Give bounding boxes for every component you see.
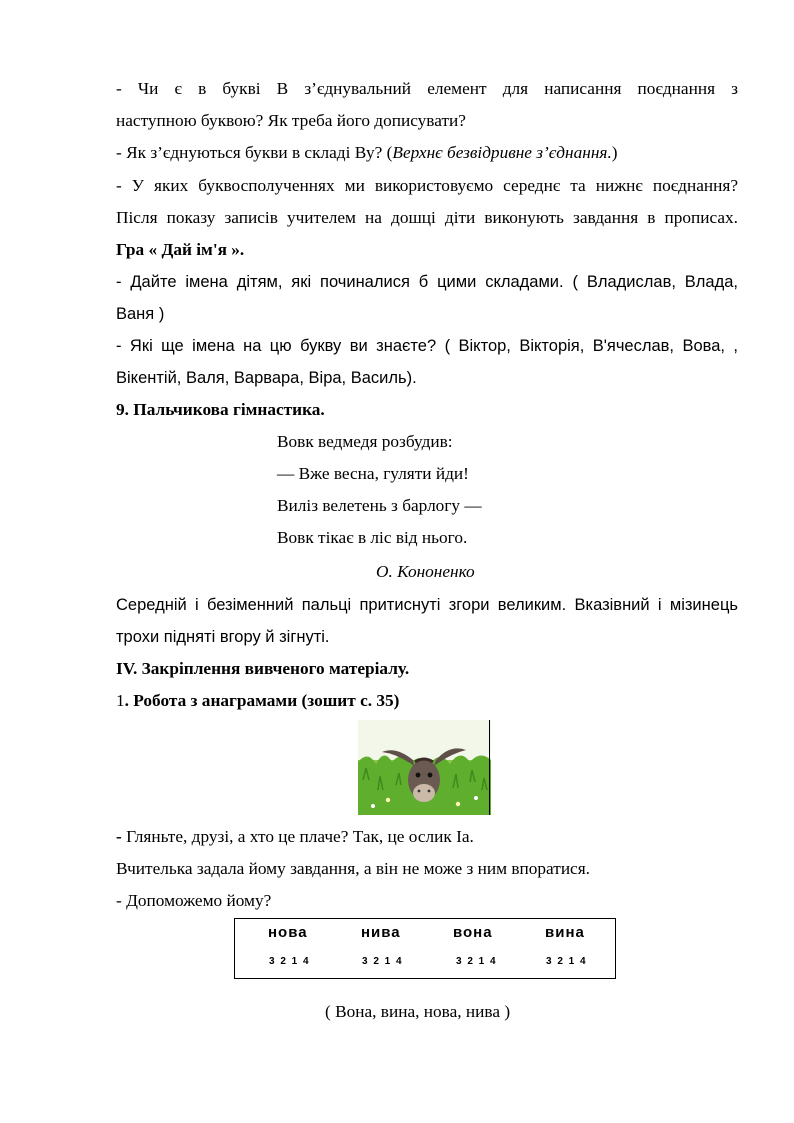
italic-answer: Верхнє безвідривне з’єднання. xyxy=(392,143,612,162)
anagram-word: нива xyxy=(361,924,401,941)
anagram-order: 3 2 1 4 xyxy=(362,956,404,967)
anagram-word: вина xyxy=(545,924,585,941)
text-fragment: ) xyxy=(611,143,618,162)
text-line: трохи підняті вгору й зігнуті. xyxy=(116,628,330,646)
donkey-illustration xyxy=(358,720,491,815)
game-heading: Гра « Дай ім'я ». xyxy=(116,240,245,259)
section-heading: IV. Закріплення вивченого матеріалу. xyxy=(116,659,410,678)
task-title: . Робота з анаграмами (зошит с. 35) xyxy=(124,691,400,710)
answer-line: ( Вона, вина, нова, нива ) xyxy=(325,1002,511,1021)
anagram-order: 3 2 1 4 xyxy=(269,956,311,967)
text-line: наступною буквою? Як треба його дописувати? xyxy=(116,111,466,130)
anagram-order: 3 2 1 4 xyxy=(546,956,588,967)
section-heading: 9. Пальчикова гімнастика. xyxy=(116,400,325,419)
dialog-text: Гляньте, друзі, а хто це плаче? Так, це ослик Іа. xyxy=(126,827,474,846)
dash: - xyxy=(116,827,127,846)
dialog-line xyxy=(116,826,738,848)
task-heading xyxy=(116,690,738,712)
image-border xyxy=(489,720,490,815)
anagram-word: вона xyxy=(453,924,493,941)
dialog-line: Вчителька задала йому завдання, а він не може з ним впоратися. xyxy=(116,859,591,878)
text-line: - У яких буквосполученнях ми використовуємо середнє та нижнє поєднання? xyxy=(116,176,738,195)
poem-line: Вовк ведмедя розбудив: xyxy=(277,432,453,451)
text-line: - Дайте імена дітям, які починалися б цими складами. ( Владислав, Влада, xyxy=(116,273,738,291)
dialog-line: - Допоможемо йому? xyxy=(116,891,272,910)
text-line: Після показу записів учителем на дошці діти виконують завдання в прописах. xyxy=(116,208,738,227)
text-line: - Чи є в букві В з’єднувальний елемент для написання поєднання з xyxy=(116,79,738,98)
text-line: Середній і безіменний пальці притиснуті згори великим. Вказівний і мізинець xyxy=(116,596,738,614)
text-line: Ваня ) xyxy=(116,305,165,323)
anagram-table xyxy=(234,918,616,979)
text-line xyxy=(116,142,738,164)
poem-line: Вовк тікає в ліс від нього. xyxy=(277,528,468,547)
poem-line: — Вже весна, гуляти йди! xyxy=(277,464,469,483)
poem-author: О. Кононенко xyxy=(376,562,475,581)
text-fragment: - Як з’єднуються букви в складі Ву? ( xyxy=(116,143,393,162)
text-line: - Які ще імена на цю букву ви знаєте? ( Віктор, Вікторія, В'ячеслав, Вова, , xyxy=(116,337,738,355)
donkey-picture xyxy=(358,720,491,815)
anagram-order: 3 2 1 4 xyxy=(456,956,498,967)
text-line: Вікентій, Валя, Варвара, Віра, Василь). xyxy=(116,369,417,387)
task-number: 1 xyxy=(116,691,125,710)
poem-line: Виліз велетень з барлогу — xyxy=(277,496,482,515)
anagram-word: нова xyxy=(268,924,308,941)
